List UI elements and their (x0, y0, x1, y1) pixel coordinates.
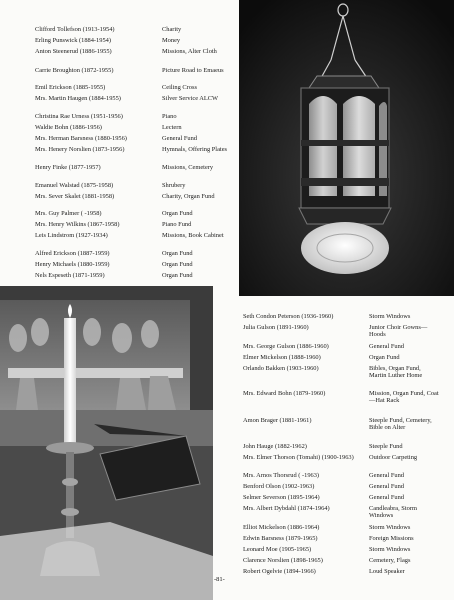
memorial-gift: Steeple Fund (369, 443, 403, 450)
memorial-name: Mrs. Arnos Thorsrud ( -1963) (243, 472, 320, 479)
memorial-gift: Storm Windows (369, 546, 411, 553)
memorial-gift: Money (162, 37, 181, 44)
memorial-name: Clifford Tollefson (1913-1954) (35, 26, 115, 33)
memorial-gift: Storm Windows (369, 313, 411, 320)
memorial-gift: Ceiling Cross (162, 84, 197, 91)
memorial-gift: Organ Fund (162, 272, 193, 279)
memorial-name: Waldie Bohn (1886-1956) (35, 124, 102, 131)
memorial-name: Emil Erickson (1885-1955) (35, 84, 106, 91)
memorial-gift: Picture Road to Emaeus (162, 67, 224, 74)
memorial-gift: Loud Speaker (369, 568, 405, 575)
memorial-gift: General Fund (369, 472, 404, 479)
memorial-name: Henry Michaels (1880-1959) (35, 261, 110, 268)
memorial-name: Mrs. Sever Skalet (1881-1958) (35, 193, 115, 200)
memorial-name: Clarence Norslien (1898-1965) (243, 557, 323, 564)
memorial-gift: General Fund (369, 494, 404, 501)
memorial-name: John Hauge (1882-1962) (243, 443, 307, 450)
memorial-name: Robert Ogelvie (1894-1966) (243, 568, 316, 575)
hanging-lantern-photo (239, 0, 454, 296)
memorial-name: Anton Steenerud (1886-1955) (35, 48, 112, 55)
memorial-name: Julia Gulson (1891-1960) (243, 324, 309, 331)
memorial-gift: Hymnals, Offering Plates (162, 146, 228, 153)
memorial-list-top (35, 26, 240, 288)
memorial-gift: Missions, Alter Cloth (162, 48, 217, 55)
memorial-name: Mrs. Elmer Thorson (Tomahi) (1900-1963) (243, 454, 354, 461)
memorial-gift: Organ Fund (162, 250, 193, 257)
memorial-name: Orlando Bakken (1903-1960) (243, 365, 319, 372)
altar-image (0, 286, 213, 600)
memorial-list-bottom (243, 313, 443, 581)
memorial-name: Leis Lindstrom (1927-1934) (35, 232, 108, 239)
memorial-name: Selmer Severson (1895-1964) (243, 494, 320, 501)
memorial-gift: Candleabra, Storm Windows (369, 505, 417, 520)
memorial-gift: Mission, Organ Fund, Coat—Hat Rack (369, 390, 439, 405)
memorial-gift: Missions, Cemetery (162, 164, 214, 171)
memorial-gift: General Fund (369, 483, 404, 490)
memorial-gift: Cemetery, Flags (369, 557, 411, 564)
memorial-gift: General Fund (369, 343, 404, 350)
memorial-gift: Lectern (162, 124, 182, 131)
memorial-name: Mrs. Herman Barsness (1880-1956) (35, 135, 127, 142)
memorial-name: Erling Punswick (1884-1954) (35, 37, 111, 44)
memorial-gift: Junior Choir Gowns—Hoods (369, 324, 428, 339)
memorial-name: Mrs. George Gulson (1886-1960) (243, 343, 329, 350)
memorial-name: Leonard Moe (1905-1965) (243, 546, 312, 553)
memorial-name: Mrs. Guy Palmer ( -1958) (35, 210, 102, 217)
page-number: -81- (214, 576, 225, 583)
memorial-gift: General Fund (162, 135, 197, 142)
memorial-name: Mrs. Edward Bohn (1879-1960) (243, 390, 326, 397)
memorial-name: Alfred Erickson (1887-1959) (35, 250, 110, 257)
memorial-name: Benford Olson (1902-1963) (243, 483, 315, 490)
memorial-name: Mrs. Henry Wilkins (1867-1958) (35, 221, 120, 228)
memorial-gift: Storm Windows (369, 524, 411, 531)
memorial-gift: Missions, Book Cabinet (162, 232, 224, 239)
memorial-gift: Charity, Organ Fund (162, 193, 215, 200)
memorial-name: Mrs. Henery Norslien (1873-1956) (35, 146, 125, 153)
memorial-name: Seth Condon Peterson (1936-1960) (243, 313, 334, 320)
memorial-name: Carrie Broughton (1872-1955) (35, 67, 114, 74)
memorial-gift: Shrubery (162, 182, 186, 189)
memorial-gift: Charity (162, 26, 182, 33)
memorial-name: Nels Espeseth (1871-1959) (35, 272, 105, 279)
memorial-gift: Foreign Missions (369, 535, 414, 542)
memorial-name: Edwin Barsness (1879-1965) (243, 535, 318, 542)
memorial-name: Elmer Mickelson (1888-1960) (243, 354, 321, 361)
memorial-name: Christina Rae Urness (1951-1956) (35, 113, 123, 120)
memorial-name: Henry Finke (1877-1957) (35, 164, 101, 171)
memorial-gift: Bibles, Organ Fund, Martin Luther Home (369, 365, 423, 380)
memorial-name: Emanuel Walstad (1875-1958) (35, 182, 114, 189)
memorial-gift: Organ Fund (369, 354, 400, 361)
memorial-gift: Organ Fund (162, 261, 193, 268)
lantern-image (239, 0, 454, 296)
memorial-name: Mrs. Albert Dybdahl (1874-1964) (243, 505, 330, 512)
memorial-gift: Piano (162, 113, 177, 120)
memorial-gift: Piano Fund (162, 221, 192, 228)
memorial-gift: Steeple Fund, Cemetery, Bible on Alter (369, 417, 432, 432)
memorial-gift: Outdoor Carpeting (369, 454, 418, 461)
memorial-gift: Organ Fund (162, 210, 193, 217)
memorial-gift: Silver Service ALCW (162, 95, 219, 102)
altar-candle-photo (0, 286, 213, 600)
memorial-name: Mrs. Martin Haugen (1884-1955) (35, 95, 121, 102)
memorial-name: Elliot Mickelson (1886-1964) (243, 524, 320, 531)
memorial-name: Amon Brager (1881-1961) (243, 417, 312, 424)
